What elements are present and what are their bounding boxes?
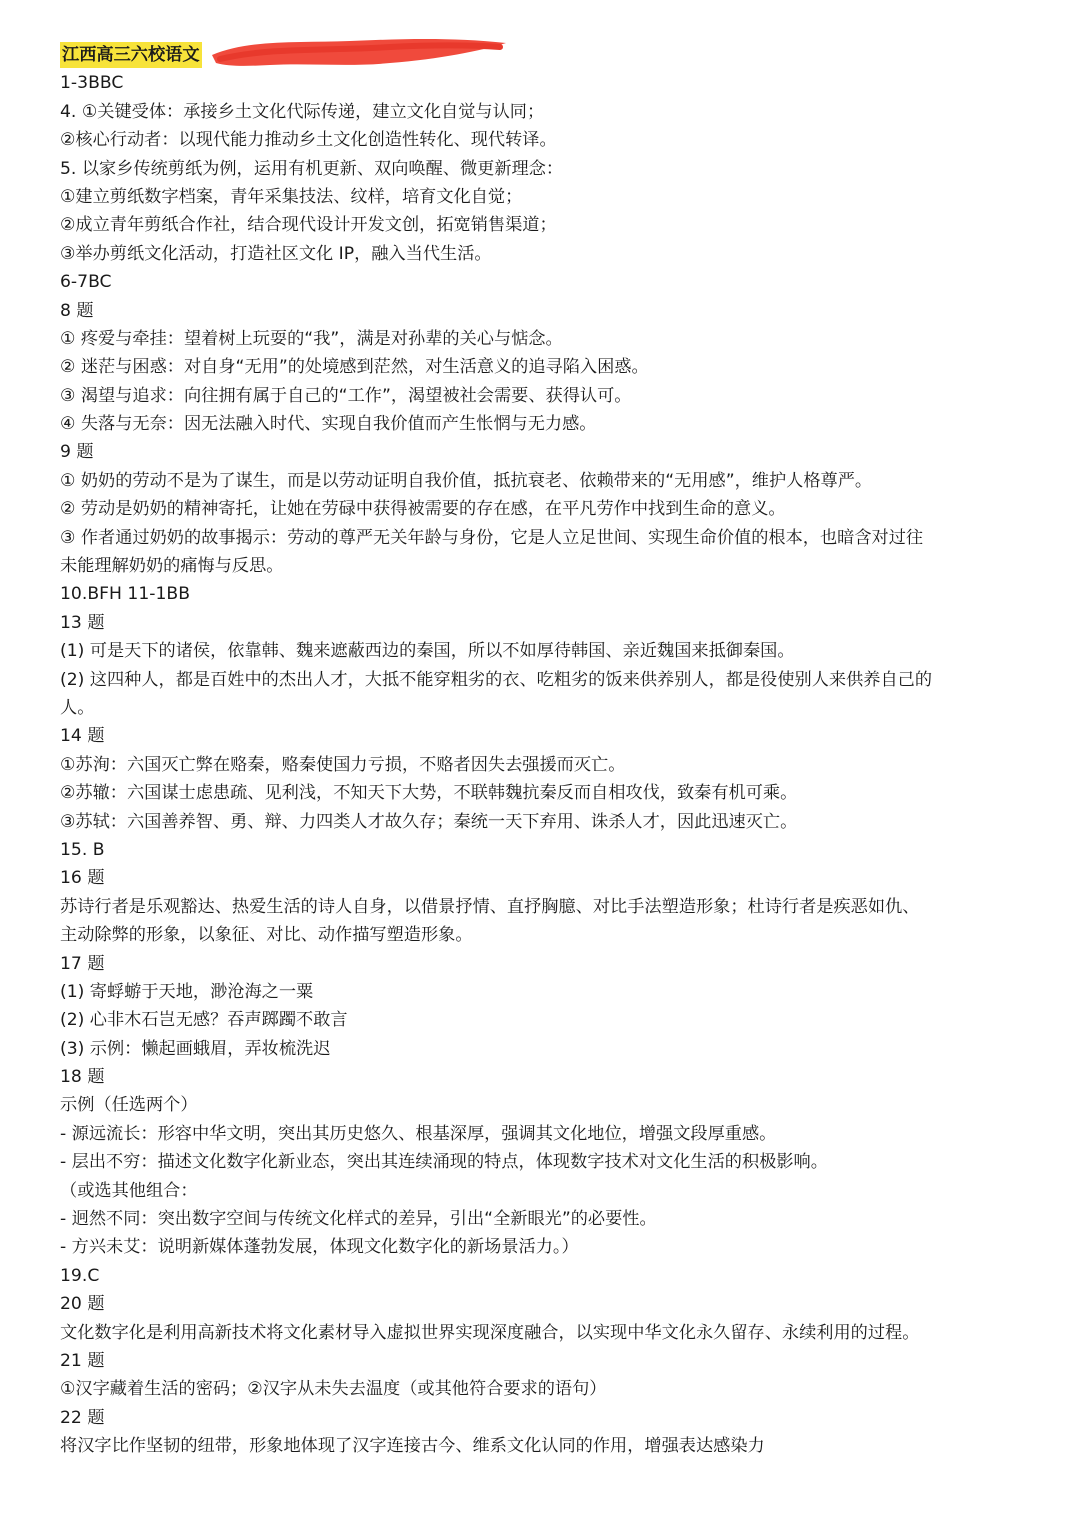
answer-line: 主动除弊的形象，以象征、对比、动作描写塑造形象。 bbox=[60, 925, 473, 946]
answer-line: ③ 作者通过奶奶的故事揭示：劳动的尊严无关年龄与身份，它是人立足世间、实现生命价值的根本，也暗含对过往 bbox=[60, 527, 924, 548]
answer-line: - 方兴未艾：说明新媒体蓬勃发展，体现文化数字化的新场景活力。） bbox=[60, 1237, 579, 1258]
answer-line: 19.C bbox=[60, 1265, 100, 1286]
answer-line: (2) 这四种人，都是百姓中的杰出人才，大抵不能穿粗劣的衣、吃粗劣的饭来供养别人，都是役使别人来供养自己的 bbox=[60, 669, 933, 690]
answer-line: 5. 以家乡传统剪纸为例，运用有机更新、双向唤醒、微更新理念： bbox=[60, 158, 564, 179]
answer-line: 16 题 bbox=[60, 868, 105, 889]
answer-line: 6-7BC bbox=[60, 272, 112, 293]
answer-line: 4. ①关键受体：承接乡土文化代际传递，建立文化自觉与认同； bbox=[60, 101, 545, 122]
answer-line: (2) 心非木石岂无感？吞声踯躅不敢言 bbox=[60, 1010, 348, 1031]
answer-line: 10.BFH 11-1BB bbox=[60, 584, 190, 605]
answer-line: 18 题 bbox=[60, 1067, 105, 1088]
answer-line: ③ 渴望与追求：向往拥有属于自己的“工作”，渴望被社会需要、获得认可。 bbox=[60, 385, 632, 406]
answer-line: (1) 可是天下的诸侯，依靠韩、魏来遮蔽西边的秦国，所以不如厚待韩国、亲近魏国来抵御秦国。 bbox=[60, 641, 795, 662]
answer-line: 8 题 bbox=[60, 300, 94, 321]
answer-line: ②成立青年剪纸合作社，结合现代设计开发文创，拓宽销售渠道； bbox=[60, 215, 557, 236]
answer-line: (3) 示例：懒起画蛾眉，弄妆梳洗迟 bbox=[60, 1038, 331, 1059]
answer-line: ①苏洵：六国灭亡弊在赂秦，赂秦使国力亏损，不赂者因失去强援而灭亡。 bbox=[60, 754, 626, 775]
answer-line: 20 题 bbox=[60, 1294, 105, 1315]
answer-line: ① 奶奶的劳动不是为了谋生，而是以劳动证明自我价值，抵抗衰老、依赖带来的“无用感”，维护人格尊严。 bbox=[60, 470, 873, 491]
answer-line: 21 题 bbox=[60, 1350, 105, 1371]
answer-line: 22 题 bbox=[60, 1407, 105, 1428]
answer-line: 1-3BBC bbox=[60, 73, 124, 94]
answer-line: ② 劳动是奶奶的精神寄托，让她在劳碌中获得被需要的存在感，在平凡劳作中找到生命的意义。 bbox=[60, 499, 786, 520]
answer-line: ④ 失落与无奈：因无法融入时代、实现自我价值而产生怅惘与无力感。 bbox=[60, 414, 597, 435]
answer-line: ③举办剪纸文化活动，打造社区文化 IP，融入当代生活。 bbox=[60, 243, 492, 264]
answer-line: 14 题 bbox=[60, 726, 105, 747]
answer-line: ②核心行动者：以现代能力推动乡土文化创造性转化、现代转译。 bbox=[60, 130, 557, 151]
answer-line: - 源远流长：形容中华文明，突出其历史悠久、根基深厚，强调其文化地位，增强文段厚重感。 bbox=[60, 1123, 777, 1144]
answer-line: 苏诗行者是乐观豁达、热爱生活的诗人自身，以借景抒情、直抒胸臆、对比手法塑造形象；杜诗行者是疾恶如仇、 bbox=[60, 896, 920, 917]
answer-line: ①汉字藏着生活的密码；②汉字从未失去温度（或其他符合要求的语句） bbox=[60, 1379, 607, 1400]
answer-line: (1) 寄蜉蝣于天地，渺沧海之一粟 bbox=[60, 981, 314, 1002]
document-title: 江西高三六校语文 bbox=[60, 42, 202, 68]
answer-line: 人。 bbox=[60, 697, 95, 718]
answer-document bbox=[60, 41, 1040, 1461]
answer-line: - 层出不穷：描述文化数字化新业态，突出其连续涌现的特点，体现数字技术对文化生活的积极影响。 bbox=[60, 1152, 828, 1173]
title-row bbox=[60, 41, 1040, 69]
answer-line: ② 迷茫与困惑：对自身“无用”的处境感到茫然，对生活意义的追寻陷入困惑。 bbox=[60, 357, 649, 378]
answer-line: 文化数字化是利用高新技术将文化素材导入虚拟世界实现深度融合，以实现中华文化永久留存、永续利用的过程。 bbox=[60, 1322, 920, 1343]
answer-line: ①建立剪纸数字档案，青年采集技法、纹样，培育文化自觉； bbox=[60, 186, 523, 207]
answer-line: 将汉字比作坚韧的纽带，形象地体现了汉字连接古今、维系文化认同的作用，增强表达感染力 bbox=[60, 1436, 765, 1457]
answer-lines bbox=[60, 69, 1040, 1460]
answer-line: ②苏辙：六国谋士虑患疏、见利浅，不知天下大势，不联韩魏抗秦反而自相攻伐，致秦有机可乘。 bbox=[60, 783, 798, 804]
answer-line: 15. B bbox=[60, 839, 105, 860]
answer-line: 示例（任选两个） bbox=[60, 1095, 198, 1116]
answer-line: 17 题 bbox=[60, 953, 105, 974]
answer-line: ③苏轼：六国善养智、勇、辩、力四类人才故久存；秦统一天下弃用、诛杀人才，因此迅速灭亡。 bbox=[60, 811, 798, 832]
answer-line: - 迥然不同：突出数字空间与传统文化样式的差异，引出“全新眼光”的必要性。 bbox=[60, 1209, 657, 1230]
answer-line: （或选其他组合： bbox=[60, 1180, 198, 1201]
answer-line: 13 题 bbox=[60, 612, 105, 633]
redaction-scribble bbox=[210, 33, 510, 73]
answer-line: 9 题 bbox=[60, 442, 94, 463]
answer-line: ① 疼爱与牵挂：望着树上玩耍的“我”，满是对孙辈的关心与惦念。 bbox=[60, 328, 563, 349]
answer-line: 未能理解奶奶的痛悔与反思。 bbox=[60, 556, 284, 577]
